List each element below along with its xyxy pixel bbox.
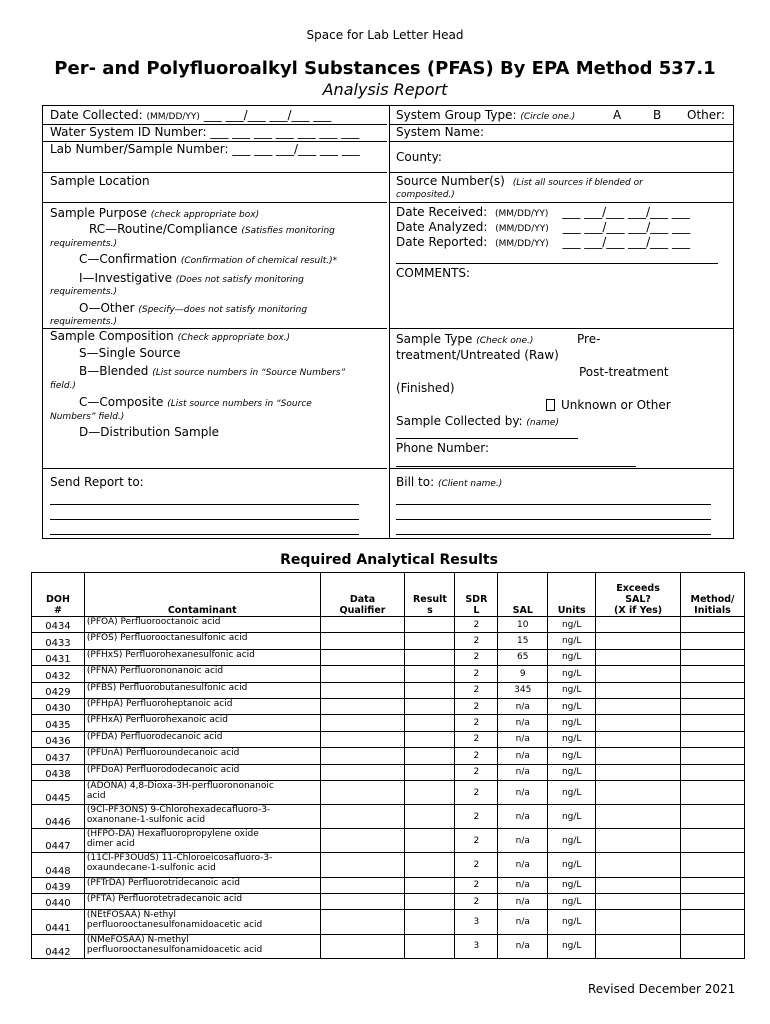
- system-name-field[interactable]: System Name:: [396, 125, 485, 139]
- method-initials-cell[interactable]: [681, 910, 745, 934]
- bill-to-line-3[interactable]: [396, 534, 711, 535]
- sal-value: 345: [498, 682, 548, 698]
- bill-to-line-1[interactable]: [396, 504, 711, 505]
- table-row: [32, 934, 745, 958]
- date-collected-field[interactable]: Date Collected: (MM/DD/YY) ___ ___/___ ___/___ ___: [50, 108, 332, 122]
- units-value: ng/L: [548, 894, 596, 910]
- composition-option-composite[interactable]: C—Composite (List source numbers in “Source: [79, 395, 312, 409]
- table-row: [32, 617, 745, 633]
- result-cell[interactable]: [405, 748, 455, 764]
- data-qualifier-cell[interactable]: [320, 715, 405, 731]
- sample-type-pre[interactable]: Pre-: [577, 332, 601, 346]
- data-qualifier-cell[interactable]: [320, 910, 405, 934]
- sample-location-field[interactable]: Sample Location: [50, 174, 150, 188]
- date-received-field[interactable]: Date Received: (MM/DD/YY) ___ ___/___ ___/___ ___: [396, 205, 690, 219]
- contaminant-name: (PFTA) Perfluorotetradecanoic acid: [84, 894, 320, 910]
- sal-value: n/a: [498, 698, 548, 714]
- doh-number: 0441: [32, 910, 85, 934]
- header-sal: SAL: [498, 573, 548, 617]
- divider: [43, 468, 387, 469]
- data-qualifier-cell[interactable]: [320, 649, 405, 665]
- composite-note: Numbers” field.): [50, 412, 125, 422]
- table-row: [32, 731, 745, 747]
- data-qualifier-cell[interactable]: [320, 698, 405, 714]
- sdrl-value: 3: [455, 910, 498, 934]
- contaminant-name: (11Cl-PF3OUdS) 11-Chloroeicosafluoro-3- oxaundecane-1-sulfonic acid: [84, 853, 320, 877]
- phone-number-field[interactable]: Phone Number:: [396, 441, 490, 455]
- units-value: ng/L: [548, 748, 596, 764]
- contaminant-name: (HFPO-DA) Hexafluoropropylene oxide dimer acid: [84, 829, 320, 853]
- result-cell[interactable]: [405, 731, 455, 747]
- header-sdrl: SDR L: [455, 573, 498, 617]
- result-cell[interactable]: [405, 682, 455, 698]
- sample-type-pre-cont[interactable]: treatment/Untreated (Raw): [396, 348, 559, 362]
- result-cell[interactable]: [405, 877, 455, 893]
- result-cell[interactable]: [405, 829, 455, 853]
- sample-purpose-label: Sample Purpose (check appropriate box): [50, 206, 260, 220]
- units-value: ng/L: [548, 698, 596, 714]
- exceeds-sal-cell[interactable]: [596, 649, 681, 665]
- bill-to-label: Bill to: (Client name.): [396, 475, 503, 489]
- contaminant-name: (NMeFOSAA) N-methyl perfluorooctanesulfonamidoacetic acid: [84, 934, 320, 958]
- result-cell[interactable]: [405, 780, 455, 804]
- sal-value: n/a: [498, 731, 548, 747]
- result-cell[interactable]: [405, 649, 455, 665]
- method-initials-cell[interactable]: [681, 805, 745, 829]
- sdrl-value: 3: [455, 934, 498, 958]
- method-initials-cell[interactable]: [681, 877, 745, 893]
- result-cell[interactable]: [405, 715, 455, 731]
- page-subtitle: Analysis Report: [322, 80, 448, 99]
- composition-option-distribution[interactable]: D—Distribution Sample: [79, 425, 220, 439]
- sdrl-value: 2: [455, 764, 498, 780]
- exceeds-sal-cell[interactable]: [596, 829, 681, 853]
- method-initials-cell[interactable]: [681, 617, 745, 633]
- result-cell[interactable]: [405, 910, 455, 934]
- sdrl-value: 2: [455, 731, 498, 747]
- method-initials-cell[interactable]: [681, 633, 745, 649]
- date-analyzed-field[interactable]: Date Analyzed: (MM/DD/YY) ___ ___/___ ___/___ ___: [396, 220, 691, 234]
- sample-info-form: [42, 105, 734, 539]
- exceeds-sal-cell[interactable]: [596, 666, 681, 682]
- units-value: ng/L: [548, 910, 596, 934]
- units-value: ng/L: [548, 617, 596, 633]
- sal-value: n/a: [498, 894, 548, 910]
- contaminant-name: (PFOA) Perfluorooctanoic acid: [84, 617, 320, 633]
- method-initials-cell[interactable]: [681, 853, 745, 877]
- purpose-option-rc[interactable]: RC—Routine/Compliance (Satisfies monitoring: [89, 222, 335, 236]
- table-row: [32, 780, 745, 804]
- doh-number: 0448: [32, 853, 85, 877]
- doh-number: 0442: [32, 934, 85, 958]
- contaminant-name: (9Cl-PF3ONS) 9-Chlorohexadecafluoro-3- oxanonane-1-sulfonic acid: [84, 805, 320, 829]
- divider: [43, 172, 387, 173]
- column-divider: [389, 106, 390, 538]
- table-row: [32, 877, 745, 893]
- contaminant-name: (PFDA) Perfluorodecanoic acid: [84, 731, 320, 747]
- lab-number-field[interactable]: Lab Number/Sample Number: ___ ___ ___/___ ___ ___: [50, 142, 360, 156]
- doh-number: 0429: [32, 682, 85, 698]
- send-report-line-2[interactable]: [50, 519, 359, 520]
- doh-number: 0433: [32, 633, 85, 649]
- sample-composition-label: Sample Composition (Check appropriate box.): [50, 329, 291, 343]
- contaminant-name: (PFOS) Perfluorooctanesulfonic acid: [84, 633, 320, 649]
- method-initials-cell[interactable]: [681, 764, 745, 780]
- sal-value: n/a: [498, 805, 548, 829]
- contaminant-name: (PFBS) Perfluorobutanesulfonic acid: [84, 682, 320, 698]
- method-initials-cell[interactable]: [681, 682, 745, 698]
- sal-value: n/a: [498, 715, 548, 731]
- exceeds-sal-cell[interactable]: [596, 853, 681, 877]
- sal-value: n/a: [498, 829, 548, 853]
- divider: [389, 328, 733, 329]
- header-contaminant: Contaminant: [84, 573, 320, 617]
- divider: [43, 202, 387, 203]
- table-row: [32, 698, 745, 714]
- revision-note: Revised December 2021: [588, 982, 736, 996]
- doh-number: 0446: [32, 805, 85, 829]
- header-results: Result s: [405, 573, 455, 617]
- contaminant-name: (PFHpA) Perfluoroheptanoic acid: [84, 698, 320, 714]
- units-value: ng/L: [548, 649, 596, 665]
- send-report-line-1[interactable]: [50, 504, 359, 505]
- purpose-option-c[interactable]: C—Confirmation (Confirmation of chemical result.)*: [79, 252, 338, 266]
- divider: [389, 202, 733, 203]
- contaminant-name: (ADONA) 4,8-Dioxa-3H-perfluorononanoic acid: [84, 780, 320, 804]
- result-cell[interactable]: [405, 805, 455, 829]
- doh-number: 0440: [32, 894, 85, 910]
- method-initials-cell[interactable]: [681, 748, 745, 764]
- phone-number-line[interactable]: [396, 466, 636, 467]
- units-value: ng/L: [548, 853, 596, 877]
- data-qualifier-cell[interactable]: [320, 877, 405, 893]
- contaminant-name: (PFNA) Perfluorononanoic acid: [84, 666, 320, 682]
- header-units: Units: [548, 573, 596, 617]
- table-row: [32, 682, 745, 698]
- group-option-b[interactable]: B: [653, 108, 662, 122]
- result-cell[interactable]: [405, 853, 455, 877]
- exceeds-sal-cell[interactable]: [596, 715, 681, 731]
- sdrl-value: 2: [455, 829, 498, 853]
- method-initials-cell[interactable]: [681, 698, 745, 714]
- table-row: [32, 829, 745, 853]
- method-initials-cell[interactable]: [681, 666, 745, 682]
- data-qualifier-cell[interactable]: [320, 780, 405, 804]
- doh-number: 0437: [32, 748, 85, 764]
- doh-number: 0431: [32, 649, 85, 665]
- table-row: [32, 748, 745, 764]
- purpose-option-rc-note: requirements.): [50, 239, 117, 249]
- sal-value: 65: [498, 649, 548, 665]
- source-numbers-field[interactable]: Source Number(s) (List all sources if blended or: [396, 174, 643, 188]
- doh-number: 0438: [32, 764, 85, 780]
- contaminant-name: (PFDoA) Perfluorododecanoic acid: [84, 764, 320, 780]
- contaminant-name: (PFHxS) Perfluorohexanesulfonic acid: [84, 649, 320, 665]
- data-qualifier-cell[interactable]: [320, 805, 405, 829]
- send-report-to-label: Send Report to:: [50, 475, 144, 489]
- sdrl-value: 2: [455, 617, 498, 633]
- exceeds-sal-cell[interactable]: [596, 934, 681, 958]
- water-system-id-field[interactable]: Water System ID Number: ___ ___ ___ ___ ___ ___ ___: [50, 125, 360, 139]
- result-cell[interactable]: [405, 934, 455, 958]
- group-option-other[interactable]: Other:: [687, 108, 725, 122]
- exceeds-sal-cell[interactable]: [596, 764, 681, 780]
- doh-number: 0434: [32, 617, 85, 633]
- system-group-type-field[interactable]: System Group Type: (Circle one.): [396, 108, 576, 122]
- sdrl-value: 2: [455, 649, 498, 665]
- result-cell[interactable]: [405, 698, 455, 714]
- sdrl-value: 2: [455, 682, 498, 698]
- sample-type-post[interactable]: Post-treatment: [579, 365, 669, 379]
- contaminant-name: (PFHxA) Perfluorohexanoic acid: [84, 715, 320, 731]
- data-qualifier-cell[interactable]: [320, 666, 405, 682]
- data-qualifier-cell[interactable]: [320, 853, 405, 877]
- units-value: ng/L: [548, 715, 596, 731]
- sal-value: 9: [498, 666, 548, 682]
- blended-note: field.): [50, 381, 76, 391]
- exceeds-sal-cell[interactable]: [596, 617, 681, 633]
- method-initials-cell[interactable]: [681, 715, 745, 731]
- divider: [389, 141, 733, 142]
- header-qualifier: Data Qualifier: [320, 573, 405, 617]
- doh-number: 0436: [32, 731, 85, 747]
- comments-field[interactable]: COMMENTS:: [396, 266, 471, 280]
- sal-value: n/a: [498, 780, 548, 804]
- table-row: [32, 805, 745, 829]
- contaminant-name: (PFTrDA) Perfluorotridecanoic acid: [84, 877, 320, 893]
- doh-number: 0430: [32, 698, 85, 714]
- method-initials-cell[interactable]: [681, 780, 745, 804]
- sdrl-value: 2: [455, 853, 498, 877]
- source-numbers-hint: composited.): [396, 190, 455, 200]
- units-value: ng/L: [548, 764, 596, 780]
- exceeds-sal-cell[interactable]: [596, 731, 681, 747]
- purpose-option-i-note: requirements.): [50, 287, 117, 297]
- send-report-line-3[interactable]: [50, 534, 359, 535]
- data-qualifier-cell[interactable]: [320, 617, 405, 633]
- letterhead-placeholder: Space for Lab Letter Head: [306, 28, 464, 42]
- units-value: ng/L: [548, 666, 596, 682]
- units-value: ng/L: [548, 829, 596, 853]
- table-row: [32, 853, 745, 877]
- sdrl-value: 2: [455, 894, 498, 910]
- units-value: ng/L: [548, 780, 596, 804]
- exceeds-sal-cell[interactable]: [596, 894, 681, 910]
- divider: [389, 172, 733, 173]
- data-qualifier-cell[interactable]: [320, 829, 405, 853]
- sal-value: 15: [498, 633, 548, 649]
- header-exceeds: Exceeds SAL? (X if Yes): [596, 573, 681, 617]
- exceeds-sal-cell[interactable]: [596, 780, 681, 804]
- sample-type-label: Sample Type (Check one.): [396, 332, 534, 346]
- units-value: ng/L: [548, 877, 596, 893]
- exceeds-sal-cell[interactable]: [596, 748, 681, 764]
- table-row: [32, 649, 745, 665]
- method-initials-cell[interactable]: [681, 649, 745, 665]
- table-row: [32, 633, 745, 649]
- doh-number: 0445: [32, 780, 85, 804]
- sal-value: n/a: [498, 934, 548, 958]
- sal-value: n/a: [498, 764, 548, 780]
- doh-number: 0447: [32, 829, 85, 853]
- sdrl-value: 2: [455, 780, 498, 804]
- table-row: [32, 666, 745, 682]
- result-cell[interactable]: [405, 764, 455, 780]
- data-qualifier-cell[interactable]: [320, 682, 405, 698]
- data-qualifier-cell[interactable]: [320, 894, 405, 910]
- purpose-option-o-note: requirements.): [50, 317, 117, 327]
- method-initials-cell[interactable]: [681, 829, 745, 853]
- sample-type-post-cont[interactable]: (Finished): [396, 381, 455, 395]
- sdrl-value: 2: [455, 666, 498, 682]
- composition-option-blended[interactable]: B—Blended (List source numbers in “Source Numbers”: [79, 364, 346, 378]
- divider: [389, 468, 733, 469]
- data-qualifier-cell[interactable]: [320, 748, 405, 764]
- header-method: Method/ Initials: [681, 573, 745, 617]
- table-row: [32, 764, 745, 780]
- data-qualifier-cell[interactable]: [320, 934, 405, 958]
- units-value: ng/L: [548, 731, 596, 747]
- group-option-a[interactable]: A: [613, 108, 622, 122]
- results-header-row: [32, 573, 745, 617]
- result-cell[interactable]: [405, 633, 455, 649]
- checkbox-icon[interactable]: [546, 399, 555, 411]
- sdrl-value: 2: [455, 698, 498, 714]
- table-row: [32, 715, 745, 731]
- page-title: Per- and Polyfluoroalkyl Substances (PFAS) By EPA Method 537.1: [54, 58, 716, 79]
- method-initials-cell[interactable]: [681, 934, 745, 958]
- contaminant-name: (NEtFOSAA) N-ethyl perfluorooctanesulfonamidoacetic acid: [84, 910, 320, 934]
- sal-value: n/a: [498, 853, 548, 877]
- data-qualifier-cell[interactable]: [320, 764, 405, 780]
- exceeds-sal-cell[interactable]: [596, 877, 681, 893]
- sal-value: 10: [498, 617, 548, 633]
- collected-by-line[interactable]: [396, 438, 578, 439]
- sample-type-unknown[interactable]: Unknown or Other: [546, 398, 671, 412]
- units-value: ng/L: [548, 633, 596, 649]
- results-table: [31, 572, 745, 959]
- sample-collected-by-field[interactable]: Sample Collected by: (name): [396, 414, 559, 428]
- dates-underline: [396, 263, 718, 264]
- units-value: ng/L: [548, 805, 596, 829]
- doh-number: 0435: [32, 715, 85, 731]
- sal-value: n/a: [498, 748, 548, 764]
- method-initials-cell[interactable]: [681, 731, 745, 747]
- bill-to-line-2[interactable]: [396, 519, 711, 520]
- result-cell[interactable]: [405, 617, 455, 633]
- results-section-title: Required Analytical Results: [280, 552, 498, 568]
- exceeds-sal-cell[interactable]: [596, 805, 681, 829]
- contaminant-name: (PFUnA) Perfluoroundecanoic acid: [84, 748, 320, 764]
- doh-number: 0439: [32, 877, 85, 893]
- result-cell[interactable]: [405, 894, 455, 910]
- data-qualifier-cell[interactable]: [320, 731, 405, 747]
- header-doh: DOH #: [32, 573, 85, 617]
- sdrl-value: 2: [455, 877, 498, 893]
- sdrl-value: 2: [455, 633, 498, 649]
- composition-option-single[interactable]: S—Single Source: [79, 346, 181, 360]
- date-reported-field[interactable]: Date Reported: (MM/DD/YY) ___ ___/___ ___/___ ___: [396, 235, 690, 249]
- method-initials-cell[interactable]: [681, 894, 745, 910]
- units-value: ng/L: [548, 682, 596, 698]
- sdrl-value: 2: [455, 805, 498, 829]
- data-qualifier-cell[interactable]: [320, 633, 405, 649]
- sal-value: n/a: [498, 910, 548, 934]
- table-row: [32, 894, 745, 910]
- exceeds-sal-cell[interactable]: [596, 698, 681, 714]
- purpose-option-i[interactable]: I—Investigative (Does not satisfy monitoring: [79, 271, 304, 285]
- county-field[interactable]: County:: [396, 150, 442, 164]
- purpose-option-o[interactable]: O—Other (Specify—does not satisfy monitoring: [79, 301, 308, 315]
- units-value: ng/L: [548, 934, 596, 958]
- result-cell[interactable]: [405, 666, 455, 682]
- sdrl-value: 2: [455, 748, 498, 764]
- sal-value: n/a: [498, 877, 548, 893]
- exceeds-sal-cell[interactable]: [596, 633, 681, 649]
- exceeds-sal-cell[interactable]: [596, 910, 681, 934]
- doh-number: 0432: [32, 666, 85, 682]
- sdrl-value: 2: [455, 715, 498, 731]
- table-row: [32, 910, 745, 934]
- exceeds-sal-cell[interactable]: [596, 682, 681, 698]
